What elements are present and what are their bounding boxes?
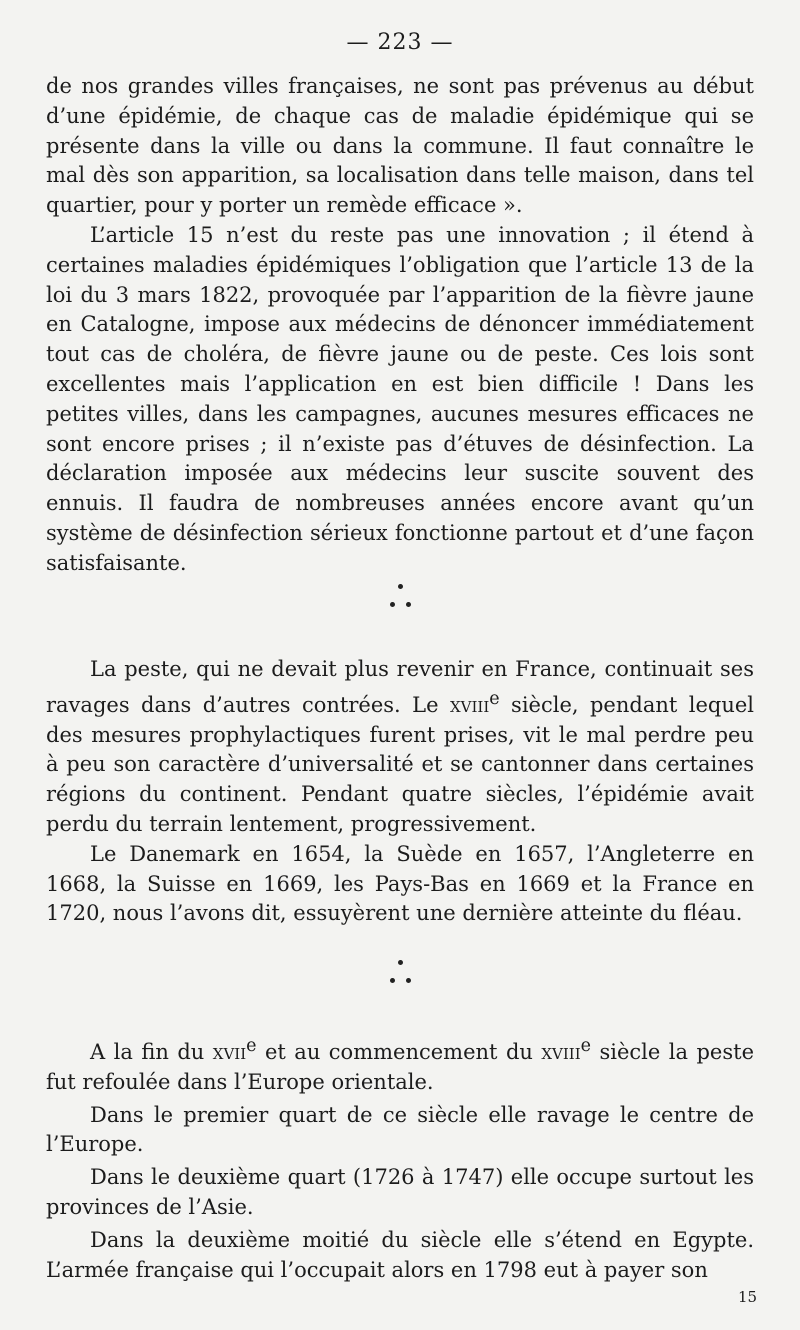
asterism-dot	[390, 602, 395, 607]
paragraph: L’article 15 n’est du reste pas une innovation ; il étend à certaines maladies épidémiques l’obligation que l’article 13 de la loi du 3 mars 1822, provoquée par l’apparition de la fièvre jaune en Catalogne, impose aux médecins de dénoncer immédiatement tout cas de choléra, de fièvre jaune ou de peste. Ces lois sont excellentes mais l’application en est bien difficile ! Dans les petites villes, dans les campagnes, aucunes mesures efficaces ne sont encore prises ; il n’existe pas d’étuves de désinfection. La déclaration imposée aux médecins leur suscite souvent des ennuis. Il faudra de nombreuses années encore avant qu’un système de désinfection sérieux fonctionne partout et d’une façon satisfaisante.	[46, 222, 754, 575]
asterism-separator	[380, 958, 420, 988]
asterism-dot	[390, 978, 395, 983]
paragraph: Dans la deuxième moitié du siècle elle s’étend en Egypte. L’armée française qui l’occupait alors en 1798 eut à payer son	[46, 1227, 754, 1282]
signature-mark: 15	[738, 1288, 758, 1306]
asterism-dot	[406, 978, 411, 983]
asterism-dot	[406, 602, 411, 607]
paragraph: Le Danemark en 1654, la Suède en 1657, l’Angleterre en 1668, la Suisse en 1669, les Pays-Bas en 1669 et la France en 1720, nous l’avons dit, essuyèrent une dernière atteinte du fléau.	[46, 841, 754, 926]
asterism-separator	[380, 582, 420, 612]
text-block-middle	[46, 655, 754, 929]
paragraph: La peste, qui ne devait plus revenir en France, continuait ses ravages dans d’autres contrées. Le xviii$^e$ siècle, pendant lequel des mesures prophylactiques furent prises, vit le mal perdre peu à peu son caractère d’universalité et se cantonner dans certaines régions du continent. Pendant quatre siècles, l’épidémie avait perdu du terrain lentement, progressivement.	[46, 657, 754, 836]
paragraph: de nos grandes villes françaises, ne sont pas prévenus au début d’une épidémie, de chaque cas de maladie épidémique qui se présente dans la ville ou dans la commune. Il faut connaître le mal dès son apparition, sa localisation dans telle maison, dans tel quartier, pour y porter un remède efficace ».	[46, 74, 754, 218]
asterism-dot	[398, 960, 403, 965]
page-number: — 223 —	[346, 30, 454, 55]
paragraph: Dans le premier quart de ce siècle elle ravage le centre de l’Europe.	[46, 1102, 754, 1157]
paragraph: A la fin du xvii$^e$ et au commencement du xviii$^e$ siècle la peste fut refoulée dans l’Europe orientale.	[46, 1036, 754, 1094]
text-block-lower	[46, 1032, 754, 1285]
text-block-upper	[46, 72, 754, 579]
asterism-dot	[398, 584, 403, 589]
paragraph: Dans le deuxième quart (1726 à 1747) elle occupe surtout les provinces de l’Asie.	[46, 1165, 754, 1219]
